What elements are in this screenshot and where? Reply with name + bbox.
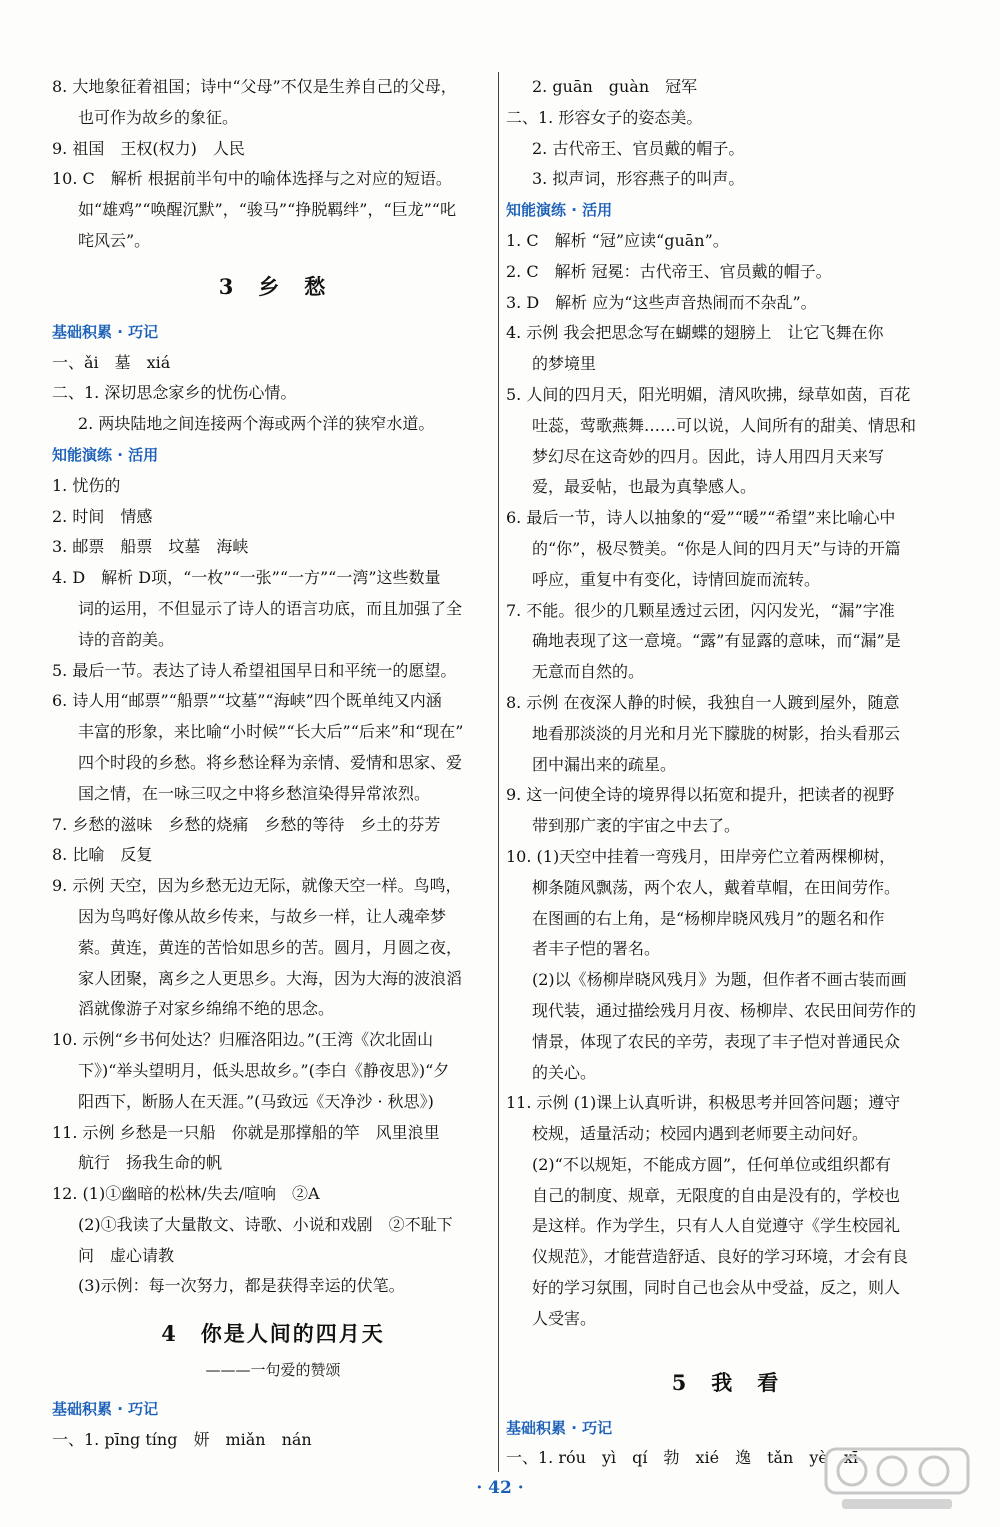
section-heading: 基础积累 · 巧记 xyxy=(506,1418,613,1437)
text-line: 阳西下，断肠人在天涯。”(马致远《天净沙 · 秋思》) xyxy=(78,1091,434,1111)
text-line: 梦幻尽在这奇妙的四月。因此，诗人用四月天来写 xyxy=(532,446,885,466)
text-line: 团中漏出来的疏星。 xyxy=(532,754,677,774)
text-line: 9. 祖国 王权(权力) 人民 xyxy=(52,138,245,158)
text-line: 仪规范》，才能营造舒适、良好的学习环境，才会有良 xyxy=(532,1247,909,1267)
text-line: 爱，最妥帖，也最为真挚感人。 xyxy=(532,477,757,497)
text-line: 柳条随风飘荡，两个农人，戴着草帽，在田间劳作。 xyxy=(532,877,901,897)
text-line: 是这样。作为学生，只有人人自觉遵守《学生校园礼 xyxy=(532,1216,901,1236)
text-line: 自己的制度、规章，无限度的自由是没有的，学校也 xyxy=(532,1185,901,1205)
text-line: 在图画的右上角，是“杨柳岸晓风残月”的题名和作 xyxy=(532,908,885,928)
text-line: 二、1. 深切思念家乡的忧伤心情。 xyxy=(52,383,297,403)
text-line: 2. 古代帝王、官员戴的帽子。 xyxy=(532,138,745,158)
text-line: 6. 诗人用“邮票”“船票”“坟墓”“海峡”四个既单纯又内涵 xyxy=(52,691,442,711)
text-line: 3. 拟声词，形容燕子的叫声。 xyxy=(532,169,745,189)
text-line: 丰富的形象，来比喻“小时候”“长大后”“后来”和“现在” xyxy=(78,722,464,742)
text-line: 2. C 解析 冠冕：古代帝王、官员戴的帽子。 xyxy=(506,261,832,281)
text-line: 2. 时间 情感 xyxy=(52,506,153,526)
text-line: 如“雄鸡”“唤醒沉默”，“骏马”“挣脱羁绊”，“巨龙”“叱 xyxy=(78,200,456,220)
section-heading: 基础积累 · 巧记 xyxy=(52,1400,159,1419)
text-line: 4. 示例 我会把思念写在蝴蝶的翅膀上 让它飞舞在你 xyxy=(506,323,884,343)
text-line: 一、1. róu yì qí 勃 xié 逸 tǎn yè xī xyxy=(506,1448,858,1468)
section-title: 5 我 看 xyxy=(671,1369,781,1395)
text-line: 1. 忧伤的 xyxy=(52,475,121,495)
text-line: 5. 人间的四月天，阳光明媚，清风吹拂，绿草如茵，百花 xyxy=(506,384,911,404)
text-line: 的梦境里 xyxy=(532,354,597,374)
text-line: 情景，体现了农民的辛劳，表现了丰子恺对普通民众 xyxy=(532,1031,901,1051)
text-line: 吐蕊，莺歌燕舞……可以说，人间所有的甜美、情思和 xyxy=(532,415,917,435)
text-line: 8. 示例 在夜深人静的时候，我独自一人踱到屋外，随意 xyxy=(506,692,900,712)
text-line: 问 虚心请教 xyxy=(78,1245,175,1265)
text-line: 10. 示例“乡书何处达？归雁洛阳边。”(王湾《次北固山 xyxy=(52,1030,434,1050)
text-line: 3. 邮票 船票 坟墓 海峡 xyxy=(52,537,249,557)
text-line: 2. guān guàn 冠军 xyxy=(532,77,698,96)
text-line: 9. 这一问使全诗的境界得以拓宽和提升，把读者的视野 xyxy=(506,785,895,805)
text-line: 下》)“举头望明月，低头思故乡。”(李白《静夜思》)“夕 xyxy=(78,1060,450,1080)
text-line: 8. 大地象征着祖国；诗中“父母”不仅是生养自己的父母， xyxy=(52,77,457,96)
text-line: 四个时段的乡愁。将乡愁诠释为亲情、爱情和思家、爱 xyxy=(78,752,463,772)
text-line: 10. C 解析 根据前半句中的喻体选择与之对应的短语。 xyxy=(52,169,452,189)
text-line: 7. 乡愁的滋味 乡愁的烧痛 乡愁的等待 乡土的芬芳 xyxy=(52,814,441,834)
text-line: 者丰子恺的署名。 xyxy=(532,939,661,959)
text-line: 现代装，通过描绘残月月夜、杨柳岸、农民田间劳作的 xyxy=(532,1000,917,1020)
section-heading: 知能演练 · 活用 xyxy=(52,445,159,464)
text-line: 航行 扬我生命的帆 xyxy=(78,1153,223,1173)
watermark-logo-icon xyxy=(822,1443,972,1513)
text-line: 一、ǎi 墓 xiá xyxy=(52,352,171,372)
section-subtitle: ———一句爱的赞颂 xyxy=(205,1361,341,1380)
page-number: · 42 · xyxy=(476,1478,524,1498)
section-title: 4 你是人间的四月天 xyxy=(161,1321,385,1347)
text-line: 滔就像游子对家乡绵绵不绝的思念。 xyxy=(78,999,335,1019)
text-line: 9. 示例 天空，因为乡愁无边无际，就像天空一样。鸟鸣， xyxy=(52,876,462,896)
text-line: 10. (1)天空中挂着一弯残月，田岸旁伫立着两棵柳树， xyxy=(506,846,896,866)
text-line: 一、1. pīng tíng 妍 miǎn nán xyxy=(52,1430,312,1450)
section-heading: 基础积累 · 巧记 xyxy=(52,322,159,341)
text-line: 确地表现了这一意境。“露”有显露的意味，而“漏”是 xyxy=(532,631,901,651)
section-heading: 知能演练 · 活用 xyxy=(506,201,613,220)
text-line: 二、1. 形容女子的姿态美。 xyxy=(506,107,703,127)
text-line: 的关心。 xyxy=(532,1062,597,1082)
text-line: 萦。黄连，黄连的苦恰如思乡的苦。圆月，月圆之夜， xyxy=(78,937,463,957)
text-line: 7. 不能。很少的几颗星透过云团，闪闪发光，“漏”字准 xyxy=(506,600,895,620)
text-line: 12. (1)①幽暗的松林/失去/喧响 ②A xyxy=(52,1184,320,1204)
text-line: 8. 比喻 反复 xyxy=(52,845,153,865)
text-line: 好的学习氛围，同时自己也会从中受益，反之，则人 xyxy=(532,1278,901,1298)
text-line: 11. 示例 (1)课上认真听讲，积极思考并回答问题；遵守 xyxy=(506,1093,901,1113)
text-line: (2)①我读了大量散文、诗歌、小说和戏剧 ②不耻下 xyxy=(78,1214,453,1234)
text-line: 1. C 解析 “冠”应读“guān”。 xyxy=(506,230,729,250)
left-column xyxy=(52,72,494,1456)
text-line: 词的运用，不但显示了诗人的语言功底，而且加强了全 xyxy=(78,598,463,618)
text-line: 呼应，重复中有变化，诗情回旋而流转。 xyxy=(532,569,821,589)
text-line: (2)“不以规矩，不能成方圆”，任何单位或组织都有 xyxy=(532,1154,892,1174)
section-title: 3 乡 愁 xyxy=(218,273,328,299)
text-line: 无意而自然的。 xyxy=(532,662,645,682)
text-line: (2)以《杨柳岸晓风残月》为题，但作者不画古装而画 xyxy=(532,970,907,990)
column-divider xyxy=(498,72,499,1472)
text-line: 国之情，在一咏三叹之中将乡愁渲染得异常浓烈。 xyxy=(78,783,431,803)
text-line: 3. D 解析 应为“这些声音热闹而不杂乱”。 xyxy=(506,292,817,312)
text-line: 因为鸟鸣好像从故乡传来，与故乡一样，让人魂牵梦 xyxy=(78,906,447,926)
text-line: 带到那广袤的宇宙之中去了。 xyxy=(532,816,741,836)
text-line: 6. 最后一节，诗人以抽象的“爱”“暖”“希望”来比喻心中 xyxy=(506,508,896,528)
text-line: 校规，适量活动；校园内遇到老师要主动问好。 xyxy=(532,1124,869,1144)
text-line: 地看那淡淡的月光和月光下朦胧的树影，抬头看那云 xyxy=(532,723,901,743)
text-line: 5. 最后一节。表达了诗人希望祖国早日和平统一的愿望。 xyxy=(52,660,457,680)
text-line: 也可作为故乡的象征。 xyxy=(78,107,239,127)
text-line: 人受害。 xyxy=(532,1308,597,1328)
text-line: 的“你”，极尽赞美。“你是人间的四月天”与诗的开篇 xyxy=(532,538,901,558)
text-line: 家人团聚，离乡之人更思乡。大海，因为大海的波浪滔 xyxy=(78,968,463,988)
text-line: 咤风云”。 xyxy=(78,230,151,250)
right-column xyxy=(506,72,946,1474)
text-line: (3)示例：每一次努力，都是获得幸运的伏笔。 xyxy=(78,1276,405,1296)
text-line: 诗的音韵美。 xyxy=(78,629,175,649)
text-line: 2. 两块陆地之间连接两个海或两个洋的狭窄水道。 xyxy=(78,414,435,434)
text-line: 4. D 解析 D项，“一枚”“一张”“一方”“一湾”这些数量 xyxy=(52,568,441,588)
text-line: 11. 示例 乡愁是一只船 你就是那撑船的竿 风里浪里 xyxy=(52,1122,440,1142)
